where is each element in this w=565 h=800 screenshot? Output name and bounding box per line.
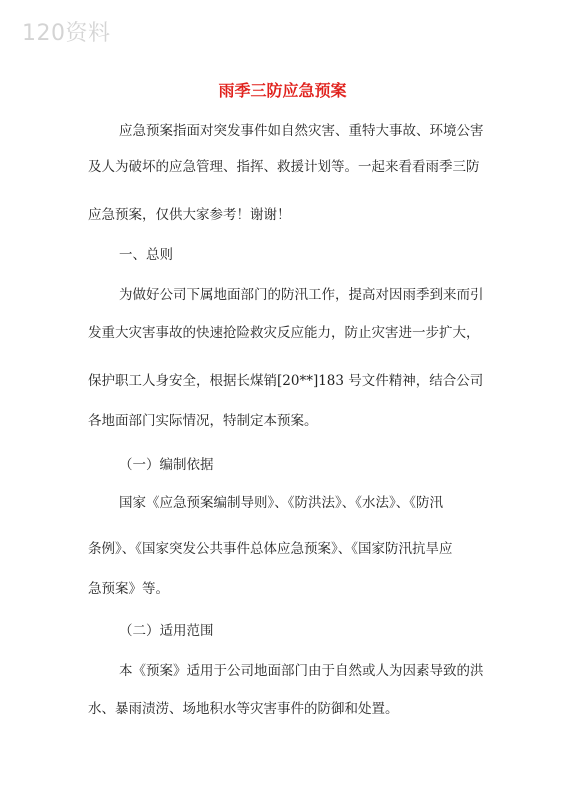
- paragraph-intro-line-2: 及人为破坏的应急管理、指挥、救援计划等。一起来看看雨季三防: [88, 159, 480, 175]
- paragraph-basis-line-1: 国家《应急预案编制导则》、《防洪法》、《水法》、《防汛: [119, 495, 443, 511]
- document-title: 雨季三防应急预案: [218, 81, 347, 100]
- paragraph-general-line-3: 保护职工人身安全，根据长煤销[20**]183 号文件精神，结合公司: [88, 373, 484, 389]
- paragraph-intro-line-1: 应急预案指面对突发事件如自然灾害、重特大事故、环境公害: [119, 123, 484, 139]
- paragraph-basis-line-2: 条例》、《国家突发公共事件总体应急预案》、《国家防汛抗旱应: [88, 541, 453, 557]
- paragraph-intro-line-3: 应急预案，仅供大家参考！谢谢！: [88, 207, 291, 223]
- paragraph-general-line-4: 各地面部门实际情况，特制定本预案。: [88, 413, 318, 429]
- watermark-logo: 120资料: [22, 21, 111, 46]
- subsection-heading-scope: （二）适用范围: [119, 623, 214, 639]
- paragraph-basis-line-3: 急预案》等。: [88, 581, 169, 597]
- subsection-heading-basis: （一）编制依据: [119, 457, 214, 473]
- paragraph-general-line-2: 发重大灾害事故的快速抢险救灾反应能力，防止灾害进一步扩大，: [88, 325, 480, 341]
- paragraph-scope-line-2: 水、暴雨渍涝、场地积水等灾害事件的防御和处置。: [88, 701, 399, 717]
- paragraph-scope-line-1: 本《预案》适用于公司地面部门由于自然或人为因素导致的洪: [119, 663, 484, 679]
- paragraph-general-line-1: 为做好公司下属地面部门的防汛工作，提高对因雨季到来而引: [119, 287, 484, 303]
- section-heading-general: 一、总则: [119, 247, 173, 263]
